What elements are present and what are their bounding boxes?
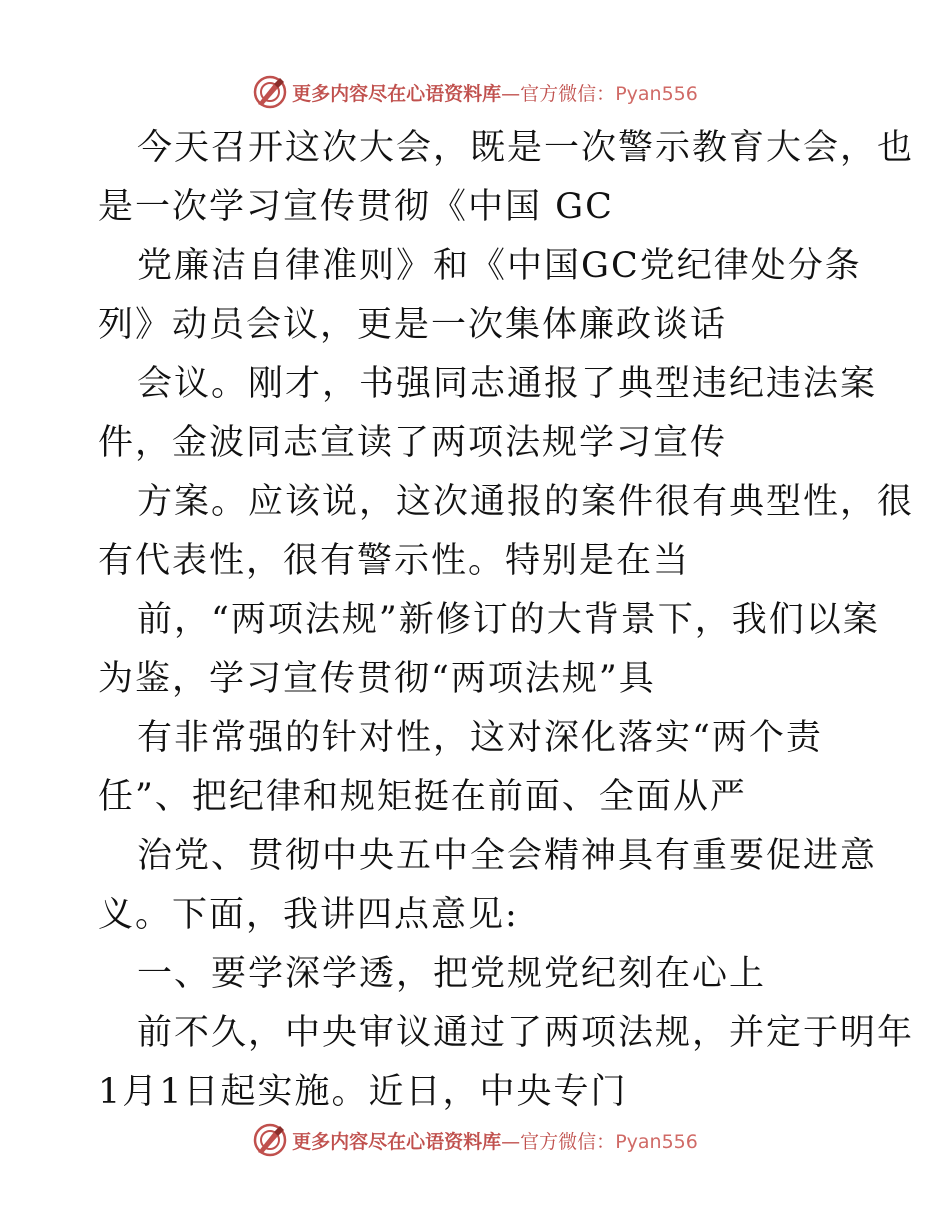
body-line: 今天召开这次大会，既是一次警示教育大会，也: [137, 128, 915, 168]
watermark-brand: 更多内容尽在心语资料库: [292, 1130, 502, 1153]
body-line: 前不久，中央审议通过了两项法规，并定于明年: [137, 1013, 915, 1053]
watermark-wechat-id: Pyan556: [615, 82, 698, 105]
body-line: 会议。刚才，书强同志通报了典型违纪违法案: [137, 364, 878, 404]
watermark-wechat-id: Pyan556: [615, 1130, 698, 1153]
watermark-label: 官方微信：: [520, 1130, 616, 1153]
body-line: 件，金波同志宣读了两项法规学习宣传: [98, 423, 728, 463]
body-line: 为鉴，学习宣传贯彻“两项法规”具: [98, 659, 656, 699]
watermark-text: [292, 1127, 698, 1154]
watermark-separator: —: [501, 1130, 521, 1153]
brand-logo-icon: [252, 1122, 288, 1158]
body-line: 有代表性，很有警示性。特别是在当: [98, 541, 691, 581]
body-line: 前，“两项法规”新修订的大背景下，我们以案: [137, 600, 880, 640]
body-line: 列》动员会议，更是一次集体廉政谈话: [98, 305, 728, 345]
body-line: 方案。应该说，这次通报的案件很有典型性，很: [137, 482, 915, 522]
watermark-label: 官方微信：: [520, 82, 616, 105]
footer-watermark: [0, 1120, 950, 1160]
body-line: 治党、贯彻中央五中全会精神具有重要促进意: [137, 836, 878, 876]
watermark-separator: —: [501, 82, 521, 105]
body-line: 任”、把纪律和规矩挺在前面、全面从严: [98, 777, 747, 817]
section-heading: 一、要学深学透，把党规党纪刻在心上: [137, 954, 767, 994]
watermark-brand: 更多内容尽在心语资料库: [292, 82, 502, 105]
body-line: 党廉洁自律准则》和《中国GC党纪律处分条: [137, 246, 862, 286]
body-line: 义。下面，我讲四点意见:: [98, 895, 519, 935]
body-line: 有非常强的针对性，这对深化落实“两个责: [137, 718, 823, 758]
body-line: 是一次学习宣传贯彻《中国 GC: [98, 187, 614, 227]
body-line: 1月1日起实施。近日，中央专门: [98, 1072, 628, 1112]
